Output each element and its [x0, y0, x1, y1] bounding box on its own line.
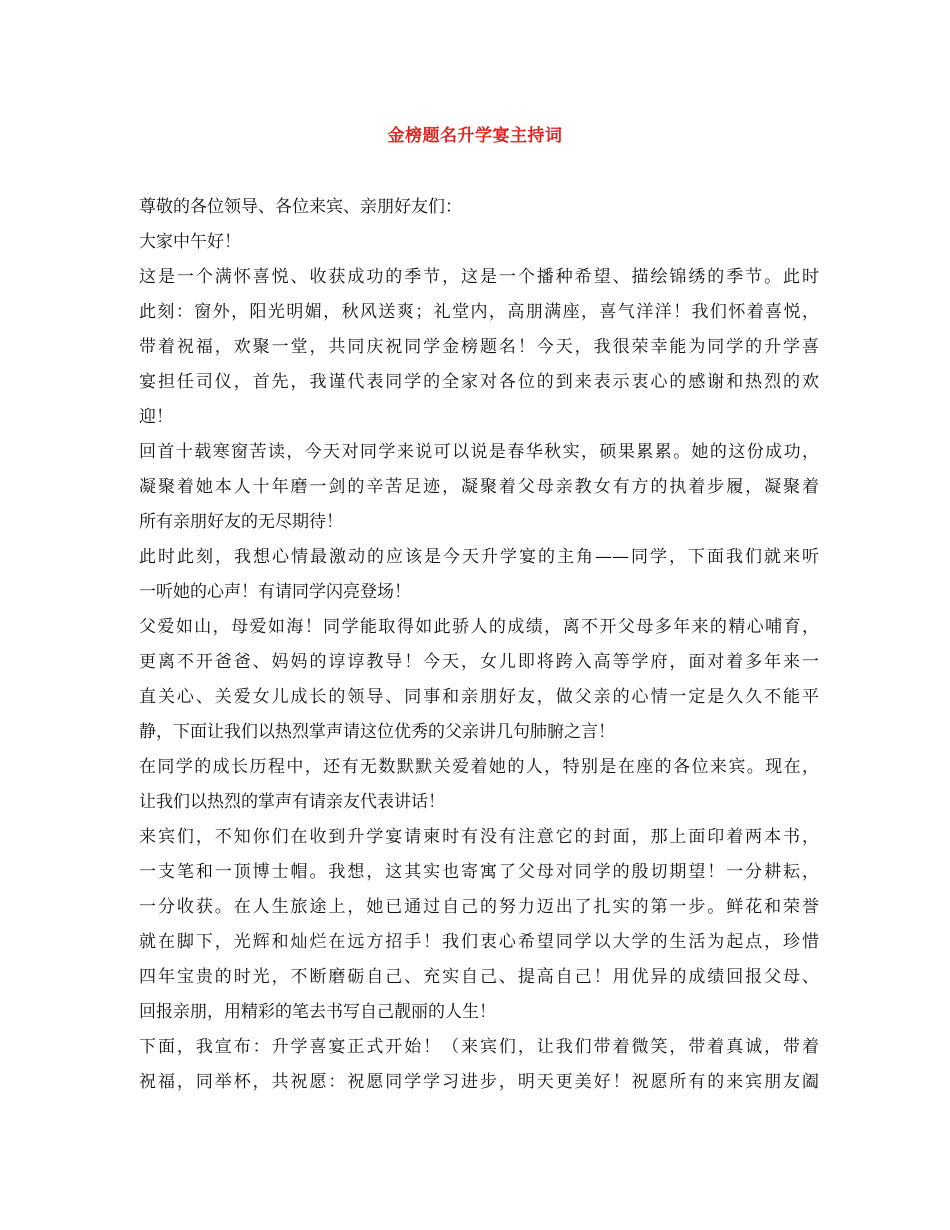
body-line: 此刻：窗外，阳光明媚，秋风送爽；礼堂内，高朋满座，喜气洋洋！我们怀着喜悦，	[139, 302, 819, 322]
body-line: 回首十载寒窗苦读，今天对同学来说可以说是春华秋实，硕果累累。她的这份成功，	[139, 442, 819, 462]
body-line: 更离不开爸爸、妈妈的谆谆教导！今天，女儿即将跨入高等学府，面对着多年来一	[139, 652, 819, 672]
body-line: 下面，我宣布：升学喜宴正式开始！（来宾们，让我们带着微笑，带着真诚，带着	[139, 1037, 819, 1057]
body-line: 带着祝福，欢聚一堂，共同庆祝同学金榜题名！今天，我很荣幸能为同学的升学喜	[139, 337, 819, 357]
body-line: 祝福，同举杯，共祝愿：祝愿同学学习进步，明天更美好！祝愿所有的来宾朋友阖	[139, 1072, 819, 1092]
body-line: 四年宝贵的时光，不断磨砺自己、充实自己、提高自己！用优异的成绩回报父母、	[139, 967, 819, 987]
body-line: 回报亲朋，用精彩的笔去书写自己靓丽的人生！	[139, 1002, 496, 1022]
body-line: 父爱如山，母爱如海！同学能取得如此骄人的成绩，离不开父母多年来的精心哺育，	[139, 617, 819, 637]
document-body	[139, 190, 819, 1100]
body-line: 一分收获。在人生旅途上，她已通过自己的努力迈出了扎实的第一步。鲜花和荣誉	[139, 897, 819, 917]
body-line: 所有亲朋好友的无尽期待！	[139, 512, 343, 532]
body-line: 这是一个满怀喜悦、收获成功的季节，这是一个播种希望、描绘锦绣的季节。此时	[139, 267, 819, 287]
body-line: 就在脚下，光辉和灿烂在远方招手！我们衷心希望同学以大学的生活为起点，珍惜	[139, 932, 819, 952]
body-line: 宴担任司仪，首先，我谨代表同学的全家对各位的到来表示衷心的感谢和热烈的欢	[139, 372, 819, 392]
body-line: 大家中午好！	[139, 232, 241, 252]
body-line: 此时此刻，我想心情最激动的应该是今天升学宴的主角——同学，下面我们就来听	[139, 547, 819, 567]
document-title: 金榜题名升学宴主持词	[387, 126, 563, 146]
body-line: 直关心、关爱女儿成长的领导、同事和亲朋好友，做父亲的心情一定是久久不能平	[139, 687, 819, 707]
body-line: 让我们以热烈的掌声有请亲友代表讲话！	[139, 792, 445, 812]
body-line: 静，下面让我们以热烈掌声请这位优秀的父亲讲几句肺腑之言！	[139, 722, 615, 742]
body-line: 一听她的心声！有请同学闪亮登场！	[139, 582, 411, 602]
body-line: 凝聚着她本人十年磨一剑的辛苦足迹，凝聚着父母亲教女有方的执着步履，凝聚着	[139, 477, 819, 497]
body-line: 迎！	[139, 407, 173, 427]
body-line: 尊敬的各位领导、各位来宾、亲朋好友们：	[139, 197, 462, 217]
body-line: 来宾们，不知你们在收到升学宴请柬时有没有注意它的封面，那上面印着两本书，	[139, 827, 819, 847]
body-line: 一支笔和一顶博士帽。我想，这其实也寄寓了父母对同学的殷切期望！一分耕耘，	[139, 862, 819, 882]
body-line: 在同学的成长历程中，还有无数默默关爱着她的人，特别是在座的各位来宾。现在，	[139, 757, 819, 777]
